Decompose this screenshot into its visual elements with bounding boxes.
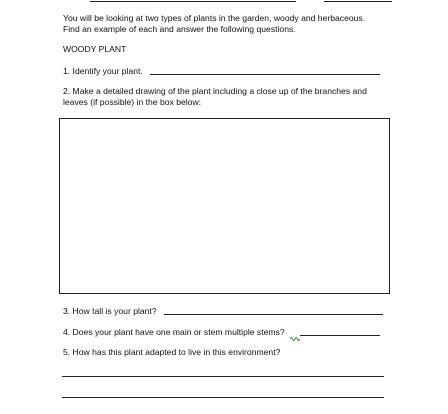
spellcheck-underline [290, 336, 300, 342]
section-title: WOODY PLANT [63, 44, 127, 54]
question-5: 5. How has this plant adapted to live in this environment? [63, 347, 281, 357]
answer-5-line-2[interactable] [62, 397, 384, 398]
answer-5-line-1[interactable] [62, 376, 384, 377]
intro-line-2: Find an example of each and answer the following questions. [63, 24, 296, 34]
answer-3-blank[interactable] [164, 314, 383, 315]
header-row [62, 0, 392, 6]
answer-4-blank[interactable] [300, 335, 380, 336]
name-label [62, 0, 85, 4]
date-label [300, 0, 318, 4]
question-2-line-1: 2. Make a detailed drawing of the plant including a close up of the branches and [63, 86, 367, 96]
answer-1-blank[interactable] [150, 74, 380, 75]
question-1: 1. Identify your plant. [63, 66, 143, 76]
question-4: 4. Does your plant have one main or stem multiple stems? [63, 327, 285, 337]
date-blank[interactable] [324, 1, 392, 2]
name-blank[interactable] [90, 1, 296, 2]
question-3: 3. How tall is your plant? [63, 306, 157, 316]
intro-line-1: You will be looking at two types of plants in the garden, woody and herbaceous. [63, 13, 366, 23]
question-2-line-2: leaves (if possible) in the box below: [63, 97, 202, 107]
drawing-box[interactable] [59, 118, 390, 294]
